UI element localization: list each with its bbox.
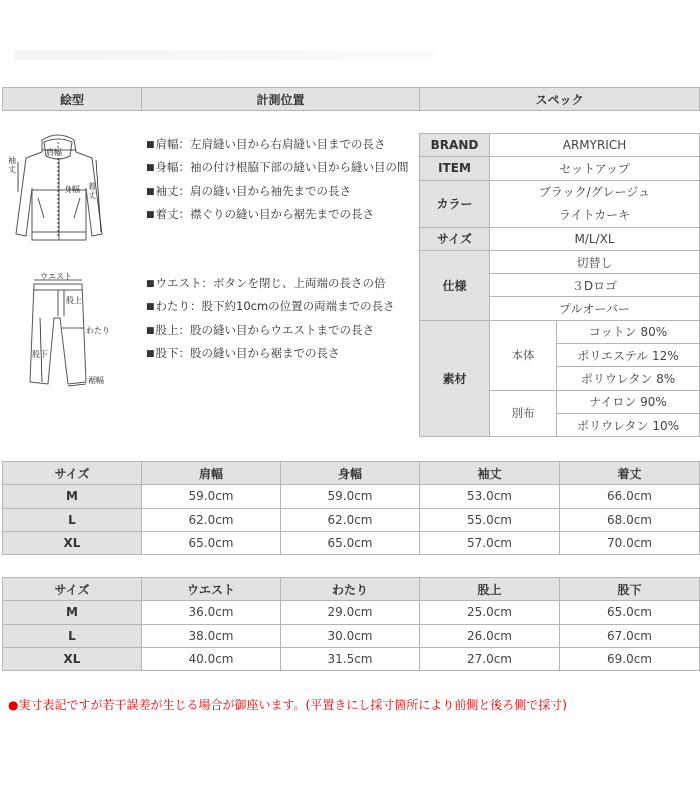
top-measurement-list — [146, 133, 409, 226]
spec-row-brand — [420, 134, 700, 157]
measurement-note: ●実寸表記ですが若干誤差が生じる場合が御座います。(平置きにし採寸箇所により前側と後ろ側で採寸) — [8, 698, 567, 712]
spec-color-line1: ブラック/グレージュ — [538, 184, 651, 199]
spec-detail-2: ３Dロゴ — [490, 274, 700, 297]
spec-row-detail — [420, 250, 700, 273]
table-cell: 68.0cm — [560, 508, 700, 531]
top-size-header: 肩幅 — [142, 462, 281, 485]
measure-shoulder: ■ 肩幅：左肩縫い目から右肩縫い目までの長さ — [146, 133, 409, 156]
spec-key-material: 素材 — [420, 320, 490, 436]
header-measure: 計測位置 — [142, 88, 420, 111]
size-label: XL — [3, 647, 142, 670]
top-size-table — [2, 461, 700, 555]
spec-other-label: 別布 — [490, 390, 557, 437]
spec-key-color: カラー — [420, 180, 490, 227]
spec-other-2: ポリウレタン 10% — [557, 413, 700, 436]
table-cell: 55.0cm — [420, 508, 560, 531]
table-cell: 62.0cm — [281, 508, 420, 531]
measure-inseam: ■ 股下：股の縫い目から裾までの長さ — [146, 342, 395, 365]
table-cell: 66.0cm — [560, 485, 700, 508]
spec-main-1: コットン 80% — [557, 320, 700, 343]
size-label: XL — [3, 531, 142, 554]
spec-key-size: サイズ — [420, 227, 490, 250]
top-size-header-row — [3, 462, 700, 485]
table-row — [3, 531, 700, 554]
spec-detail-3: プルオーバー — [490, 297, 700, 320]
measure-length: ■ 着丈：襟ぐりの縫い目から裾先までの長さ — [146, 203, 409, 226]
spec-value-size: M/L/XL — [490, 227, 700, 250]
spec-detail-1: 切替し — [490, 250, 700, 273]
table-cell: 65.0cm — [142, 531, 281, 554]
bottom-size-header: わたり — [281, 578, 420, 601]
hoodie-diagram — [6, 128, 110, 248]
pants-waist-label: ウエスト — [40, 272, 72, 281]
table-cell: 38.0cm — [142, 624, 281, 647]
bottom-size-header: 股上 — [420, 578, 560, 601]
bottom-size-table — [2, 577, 700, 671]
size-label: M — [3, 601, 142, 624]
table-row — [3, 508, 700, 531]
spec-row-size — [420, 227, 700, 250]
table-cell: 57.0cm — [420, 531, 560, 554]
pants-rise-label: 股上 — [66, 296, 82, 305]
table-cell: 59.0cm — [281, 485, 420, 508]
table-cell: 27.0cm — [420, 647, 560, 670]
spec-main-2: ポリエステル 12% — [557, 344, 700, 367]
table-cell: 25.0cm — [420, 601, 560, 624]
spec-key-detail: 仕様 — [420, 250, 490, 320]
faded-banner — [14, 50, 434, 60]
spec-row-item — [420, 157, 700, 180]
pants-diagram — [6, 270, 110, 390]
measure-rise: ■ 股上：股の縫い目からウエストまでの長さ — [146, 319, 395, 342]
table-cell: 69.0cm — [560, 647, 700, 670]
pants-thigh-label: わたり — [86, 326, 110, 335]
spec-value-item: セットアップ — [490, 157, 700, 180]
table-cell: 29.0cm — [281, 601, 420, 624]
top-size-header: 身幅 — [281, 462, 420, 485]
table-cell: 65.0cm — [281, 531, 420, 554]
header-spec: スペック — [420, 88, 700, 111]
spec-color-line2: ライトカーキ — [558, 207, 631, 222]
table-cell: 31.5cm — [281, 647, 420, 670]
bottom-size-header: ウエスト — [142, 578, 281, 601]
table-cell: 65.0cm — [560, 601, 700, 624]
size-label: M — [3, 485, 142, 508]
table-cell: 26.0cm — [420, 624, 560, 647]
spec-row-color — [420, 180, 700, 227]
table-cell: 67.0cm — [560, 624, 700, 647]
table-cell: 70.0cm — [560, 531, 700, 554]
measure-sleeve: ■ 袖丈：肩の縫い目から袖先までの長さ — [146, 180, 409, 203]
measure-waist: ■ ウエスト：ボタンを閉じ、上両端の長さの倍 — [146, 272, 395, 295]
spec-main-3: ポリウレタン 8% — [557, 367, 700, 390]
table-cell: 59.0cm — [142, 485, 281, 508]
size-label: L — [3, 624, 142, 647]
column-header-row — [2, 87, 700, 111]
bottom-measurement-list — [146, 272, 395, 365]
measure-thigh: ■ わたり：股下約10cmの位置の両端までの長さ — [146, 295, 395, 318]
top-size-header: 着丈 — [560, 462, 700, 485]
hoodie-body-label: 身幅 — [64, 185, 80, 194]
spec-key-item: ITEM — [420, 157, 490, 180]
table-row — [3, 485, 700, 508]
table-row — [3, 601, 700, 624]
table-cell: 62.0cm — [142, 508, 281, 531]
spec-row-material — [420, 320, 700, 343]
hoodie-shoulder-label: 肩幅 — [46, 148, 62, 157]
top-size-header: サイズ — [3, 462, 142, 485]
table-cell: 30.0cm — [281, 624, 420, 647]
pants-inseam-label: 股下 — [32, 350, 48, 359]
bottom-size-header: 股下 — [560, 578, 700, 601]
bottom-size-header-row — [3, 578, 700, 601]
table-cell: 53.0cm — [420, 485, 560, 508]
hoodie-length-label: 着丈 — [88, 182, 96, 200]
table-cell: 40.0cm — [142, 647, 281, 670]
spec-other-1: ナイロン 90% — [557, 390, 700, 413]
size-label: L — [3, 508, 142, 531]
measure-body: ■ 身幅：袖の付け根脇下部の縫い目から縫い目の間 — [146, 156, 409, 179]
hoodie-sleeve-label: 袖丈 — [8, 156, 16, 174]
pants-hem-label: 裾幅 — [88, 376, 104, 385]
spec-table — [419, 133, 700, 437]
header-figure: 絵型 — [3, 88, 142, 111]
table-cell: 36.0cm — [142, 601, 281, 624]
table-row — [3, 647, 700, 670]
spec-key-brand: BRAND — [420, 134, 490, 157]
spec-value-color — [490, 180, 700, 227]
top-size-header: 袖丈 — [420, 462, 560, 485]
table-row — [3, 624, 700, 647]
bottom-size-header: サイズ — [3, 578, 142, 601]
spec-main-label: 本体 — [490, 320, 557, 390]
spec-value-brand: ARMYRICH — [490, 134, 700, 157]
